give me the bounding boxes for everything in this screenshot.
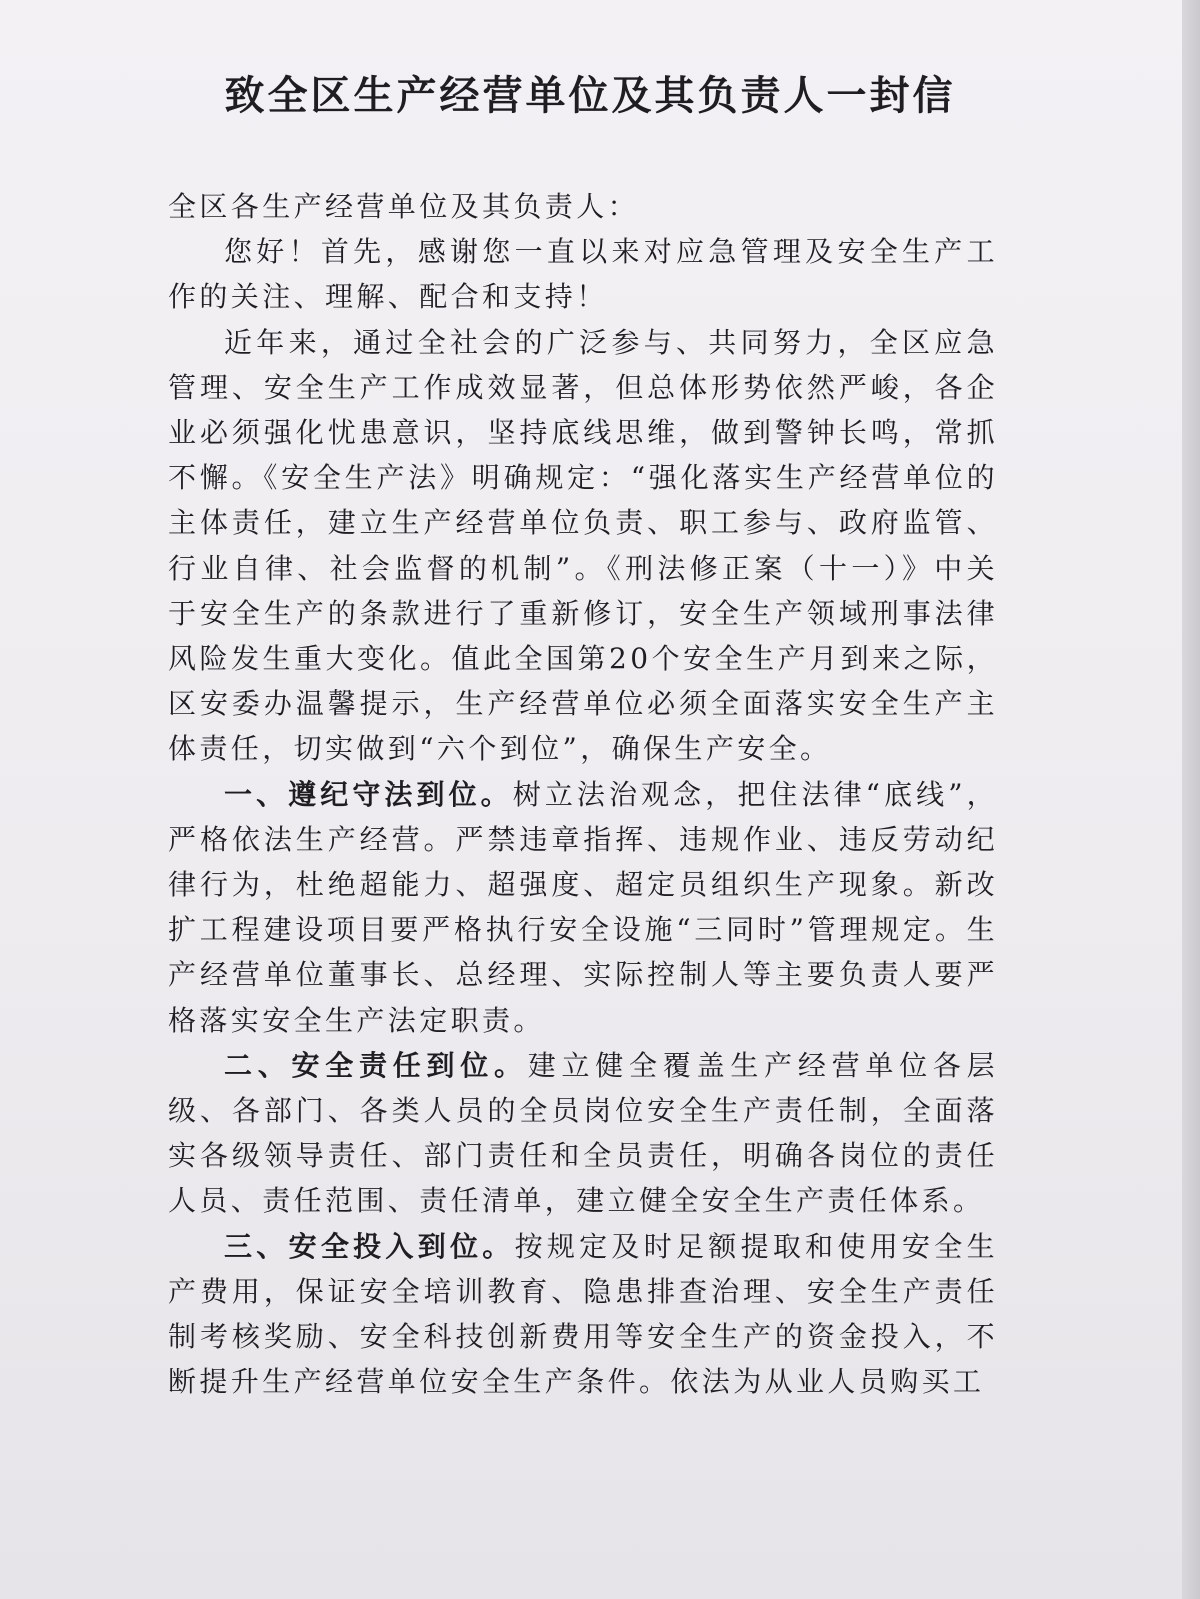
item-heading: 二、安全责任到位。 [224, 1048, 528, 1082]
paragraph-text: 按规定及时足额提取和使用安全生产费用，保证安全培训教育、隐患排查治理、安全生产责任制考核奖励、安全科技创新费用等安全生产的资金投入，不断提升生产经营单位安全生产条件。依法为从业人员购买工 [168, 1229, 998, 1399]
paragraph-item-2 [168, 1043, 998, 1224]
paragraph-text: 树立法治观念，把住法律“底线”，严格依法生产经营。严禁违章指挥、违规作业、违反劳动纪律行为，杜绝超能力、超强度、超定员组织生产现象。新改扩工程建设项目要严格执行安全设施“三同时”管理规定。生产经营单位董事长、总经理、实际控制人等主要负责人要严格落实安全生产法定职责。 [168, 777, 999, 1037]
paragraph-greeting [168, 229, 998, 319]
document-title: 致全区生产经营单位及其负责人一封信 [224, 72, 956, 119]
paragraph-item-3 [168, 1224, 998, 1405]
item-heading: 一、遵纪守法到位。 [224, 777, 513, 811]
paragraph-item-1 [168, 772, 998, 1043]
paragraph-text: 您好！首先，感谢您一直以来对应急管理及安全生产工作的关注、理解、配合和支持！ [168, 235, 998, 314]
paragraph-text: 建立健全覆盖生产经营单位各层级、各部门、各类人员的全员岗位安全生产责任制，全面落实各级领导责任、部门责任和全员责任，明确各岗位的责任人员、责任范围、责任清单，建立健全安全生产责任体系。 [168, 1048, 998, 1218]
paragraph-background [168, 320, 998, 772]
salutation: 全区各生产经营单位及其负责人： [168, 190, 640, 223]
letter-body [168, 184, 998, 1404]
paragraph-text: 近年来，通过全社会的广泛参与、共同努力，全区应急管理、安全生产工作成效显著，但总体形势依然严峻，各企业必须强化忧患意识，坚持底线思维，做到警钟长鸣，常抓不懈。《安全生产法》明确规定：“强化落实生产经营单位的主体责任，建立生产经营单位负责、职工参与、政府监管、行业自律、社会监督的机制”。《刑法修正案（十一）》中关于安全生产的条款进行了重新修订，安全生产领域刑事法律风险发生重大变化。值此全国第20个安全生产月到来之际，区安委办温馨提示，生产经营单位必须全面落实安全生产主体责任，切实做到“六个到位”，确保生产安全。 [168, 325, 998, 766]
page-edge-shadow [1182, 0, 1200, 1599]
item-heading: 三、安全投入到位。 [224, 1229, 515, 1263]
